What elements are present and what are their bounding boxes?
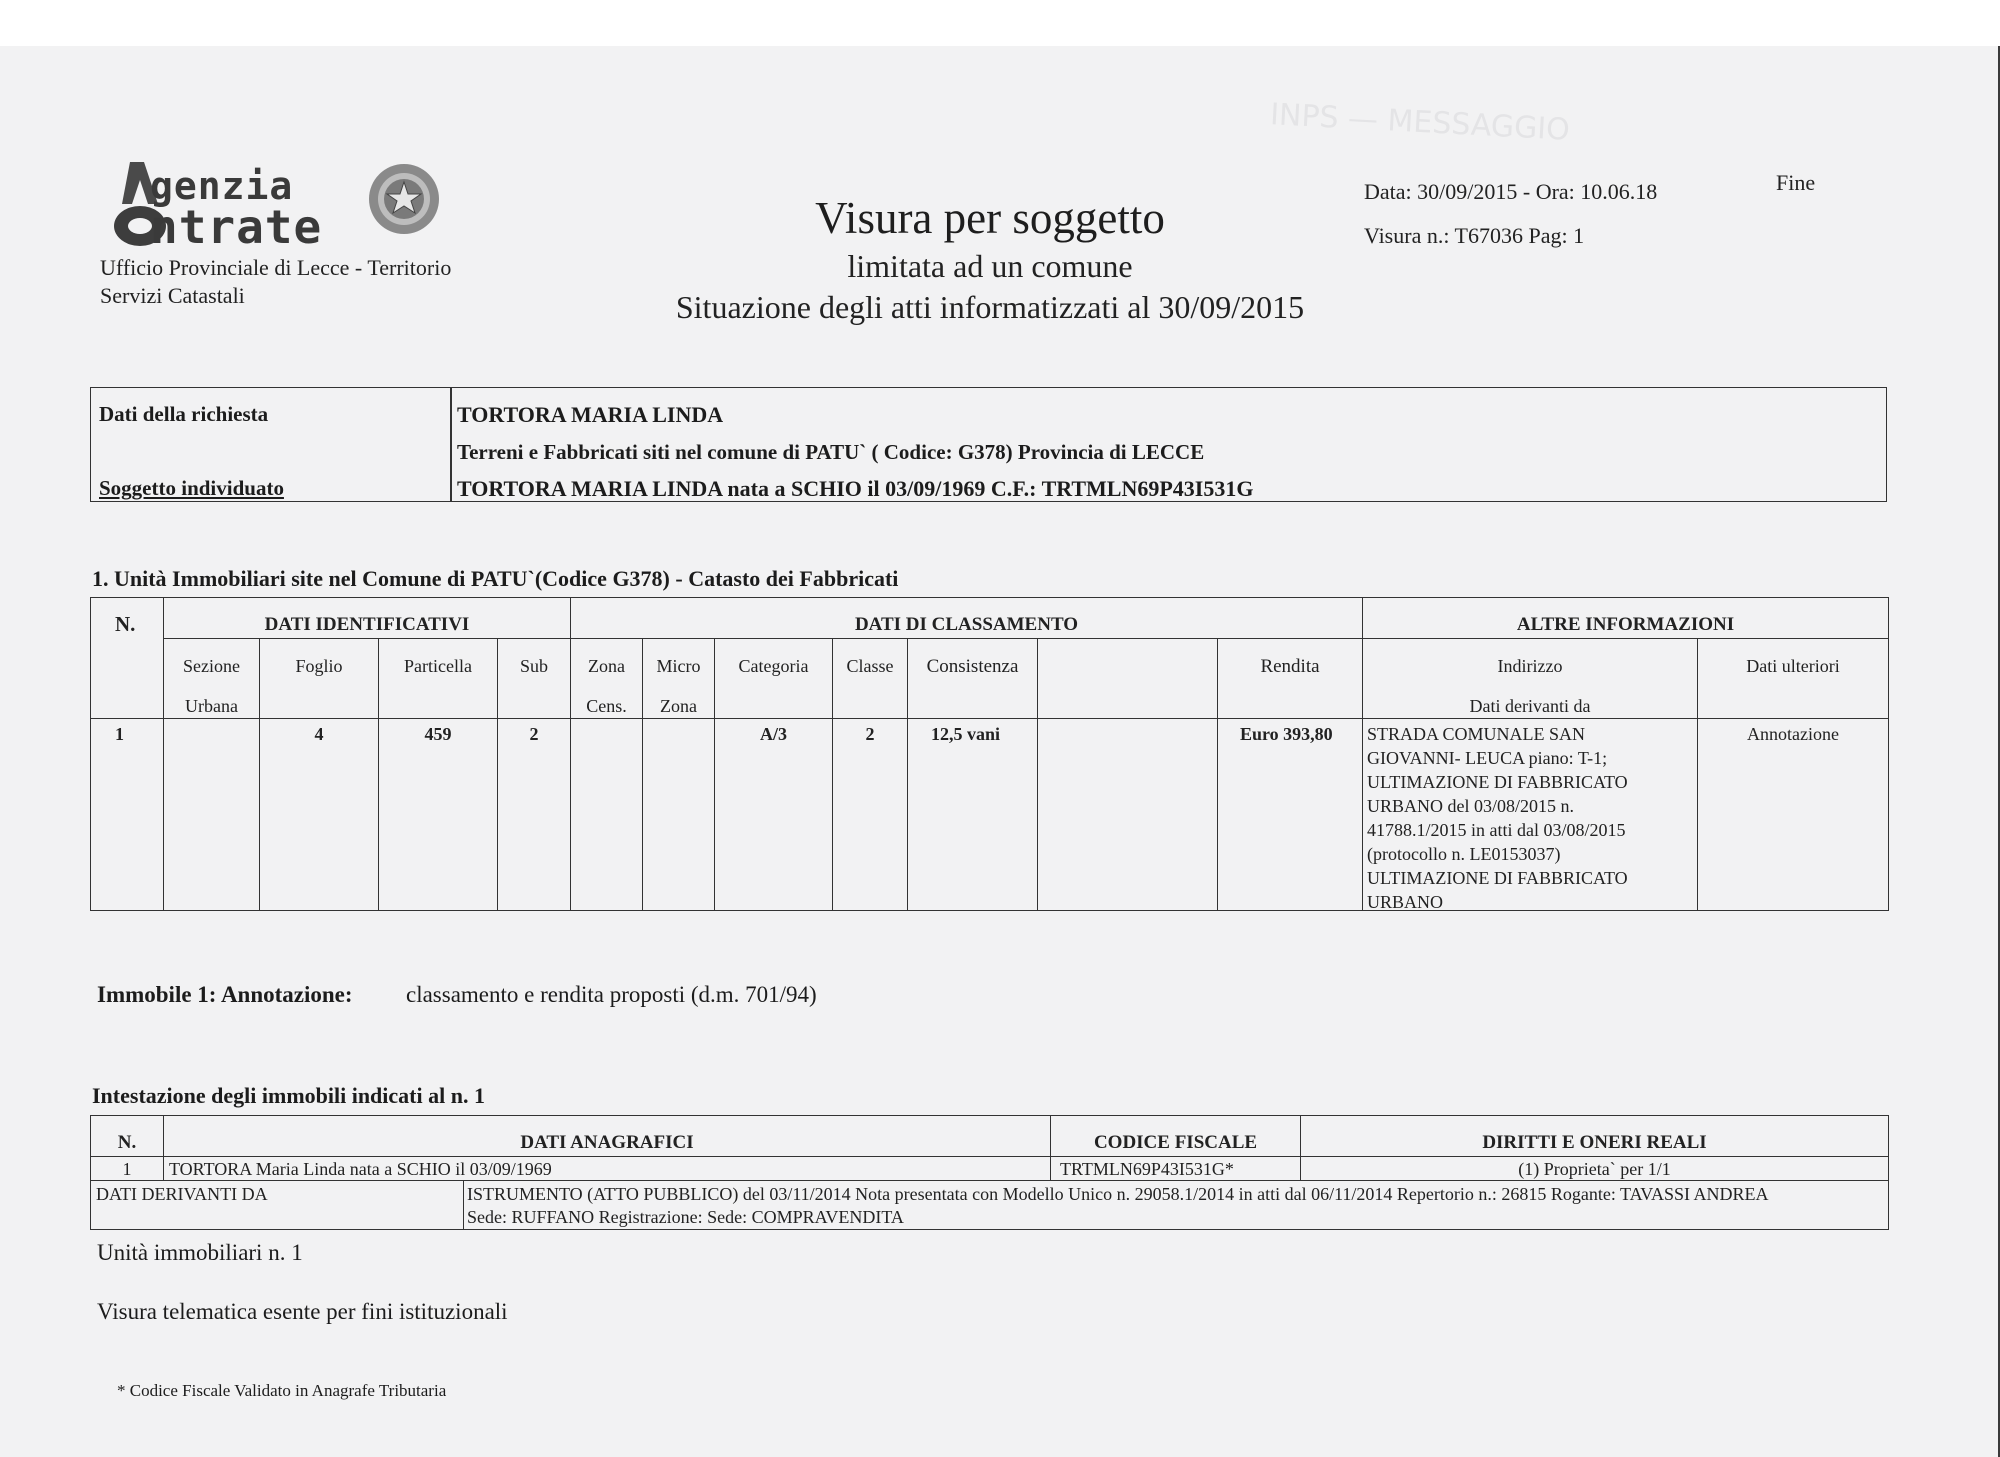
col-sub: Sub: [519, 656, 548, 676]
owners-col-anagrafici: DATI ANAGRAFICI: [520, 1132, 694, 1153]
table-line: [714, 638, 715, 910]
table-line: [1362, 598, 1363, 910]
owners-row-n: 1: [122, 1159, 132, 1179]
office-line1: Ufficio Provinciale di Lecce - Territorio: [100, 255, 452, 280]
address-line: ULTIMAZIONE DI FABBRICATO: [1367, 868, 1628, 888]
derivanti-line1: ISTRUMENTO (ATTO PUBBLICO) del 03/11/2014 Nota presentata con Modello Unico n. 29058.1/2014 in atti dal 06/11/2014 Repertorio n.: 26815 Rogante: TAVASSI ANDREA: [467, 1184, 1769, 1204]
row-sub: 2: [529, 724, 539, 744]
row-classe: 2: [865, 724, 875, 744]
col-classe: Classe: [846, 656, 894, 676]
request-name: TORTORA MARIA LINDA: [457, 402, 724, 427]
table-line: [163, 598, 164, 910]
address-line: URBANO: [1367, 892, 1444, 912]
label-request: Dati della richiesta: [99, 402, 269, 426]
col-categoria: Categoria: [738, 656, 809, 676]
title-main: Visura per soggetto: [815, 193, 1165, 243]
owners-table: [90, 1115, 1889, 1230]
table-line: [570, 598, 571, 910]
col-dati-ulteriori: Dati ulteriori: [1746, 656, 1840, 676]
table-line: [259, 638, 260, 910]
header-dati-identificativi: DATI IDENTIFICATIVI: [264, 614, 470, 635]
row-particella: 459: [424, 724, 452, 744]
derivanti-label: DATI DERIVANTI DA: [96, 1184, 268, 1204]
visura-meta: [1364, 170, 1657, 258]
address-line: GIOVANNI- LEUCA piano: T-1;: [1367, 748, 1608, 768]
row-categoria: A/3: [760, 724, 787, 744]
annotation-label: Immobile 1: Annotazione:: [97, 982, 353, 1007]
republic-emblem-icon: [365, 160, 443, 238]
owners-row-diritti: (1) Proprieta` per 1/1: [1518, 1159, 1671, 1179]
table-line: [378, 638, 379, 910]
table-line: [91, 718, 1888, 719]
col-particella: Particella: [404, 656, 472, 676]
header-dati-classamento: DATI DI CLASSAMENTO: [854, 614, 1079, 635]
document-title: [560, 190, 1420, 328]
owners-row-anagrafici: TORTORA Maria Linda nata a SCHIO il 03/09/1969: [169, 1159, 552, 1179]
table-line: [91, 1180, 1888, 1181]
table-line: [91, 1156, 1888, 1157]
table-line: [1037, 638, 1038, 910]
table-line: [1217, 638, 1218, 910]
title-sub: limitata ad un comune: [847, 248, 1133, 284]
units-table: [90, 597, 1889, 911]
logo-word-line2: ntrate: [150, 200, 323, 254]
col-foglio: Foglio: [295, 656, 343, 676]
meta-visura: Visura n.: T67036 Pag: 1: [1364, 223, 1585, 248]
row-n: 1: [115, 724, 124, 744]
col-n-header: N.: [115, 612, 136, 636]
address-line: URBANO del 03/08/2015 n.: [1367, 796, 1574, 816]
annotation-text: classamento e rendita proposti (d.m. 701/94): [406, 982, 817, 1007]
col-micro: Micro: [656, 656, 701, 676]
request-divider: [450, 388, 452, 501]
col-consistenza: Consistenza: [926, 656, 1019, 677]
agenzia-entrate-logo: [110, 160, 450, 254]
owners-col-n: N.: [117, 1132, 137, 1153]
col-dati-derivanti: Dati derivanti da: [1469, 696, 1591, 716]
title-situation: Situazione degli atti informatizzati al 30/09/2015: [675, 289, 1305, 325]
table-line: [907, 638, 908, 910]
row-rendita: Euro 393,80: [1240, 724, 1333, 744]
table-line: [163, 638, 1888, 639]
address-line: STRADA COMUNALE SAN: [1367, 724, 1586, 744]
table-line: [642, 638, 643, 910]
row-consistenza: 12,5 vani: [931, 724, 1001, 744]
row-dati-ulteriori: Annotazione: [1747, 724, 1839, 744]
derivanti-line2: Sede: RUFFANO Registrazione: Sede: COMPRAVENDITA: [467, 1207, 904, 1227]
faint-handwritten-stamp: INPS — MESSAGGIO: [1269, 97, 1571, 148]
address-line: 41788.1/2015 in atti dal 03/08/2015: [1367, 820, 1626, 840]
meta-date: Data: 30/09/2015 - Ora: 10.06.18: [1364, 179, 1658, 204]
col-zona: Zona: [588, 656, 625, 676]
request-subject: TORTORA MARIA LINDA nata a SCHIO il 03/09/1969 C.F.: TRTMLN69P43I531G: [457, 476, 1254, 501]
request-box: [90, 387, 1887, 502]
meta-fine: Fine: [1776, 170, 1816, 195]
request-scope: Terreni e Fabbricati siti nel comune di PATU` ( Codice: G378) Provincia di LECCE: [457, 440, 1205, 464]
col-sezione: Sezione: [183, 656, 240, 676]
col-rendita: Rendita: [1260, 656, 1320, 677]
office-line2: Servizi Catastali: [100, 283, 245, 308]
col-micro-zona: Zona: [660, 696, 697, 716]
address-line: (protocollo n. LE0153037): [1367, 844, 1561, 864]
office-info: [100, 254, 451, 310]
fiscal-code-note: * Codice Fiscale Validato in Anagrafe Tributaria: [117, 1381, 447, 1400]
owners-col-codice: CODICE FISCALE: [1093, 1132, 1258, 1153]
owners-row-codice: TRTMLN69P43I531G*: [1060, 1159, 1234, 1179]
table-line: [1697, 638, 1698, 910]
exempt-note: Visura telematica esente per fini istituzionali: [97, 1299, 508, 1324]
row-foglio: 4: [314, 724, 324, 744]
col-cens: Cens.: [586, 696, 627, 716]
section1-title: 1. Unità Immobiliari site nel Comune di PATU`(Codice G378) - Catasto dei Fabbricati: [92, 566, 899, 591]
scan-top-margin: [0, 0, 2000, 46]
address-line: ULTIMAZIONE DI FABBRICATO: [1367, 772, 1628, 792]
col-urbana: Urbana: [185, 696, 238, 716]
units-count: Unità immobiliari n. 1: [97, 1240, 303, 1265]
header-altre-informazioni: ALTRE INFORMAZIONI: [1516, 614, 1735, 635]
row-address: [1367, 722, 1628, 914]
label-subject: Soggetto individuato: [99, 476, 284, 500]
table-line: [497, 638, 498, 910]
table-line: [832, 638, 833, 910]
col-indirizzo: Indirizzo: [1497, 656, 1563, 676]
table-line: [463, 1180, 464, 1229]
owners-col-diritti: DIRITTI E ONERI REALI: [1482, 1132, 1707, 1153]
section2-title: Intestazione degli immobili indicati al n. 1: [92, 1083, 485, 1108]
logo-word-line1: genzia: [150, 164, 294, 208]
